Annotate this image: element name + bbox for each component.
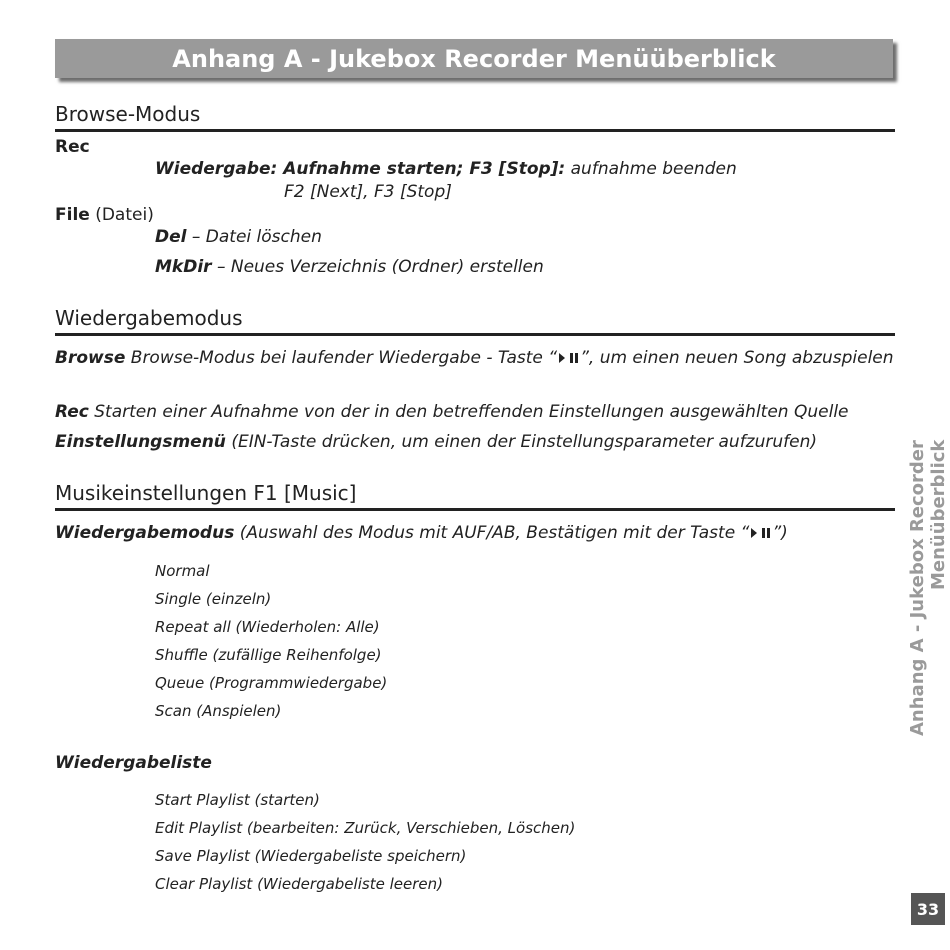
rec-description-bold: Wiedergabe: Aufnahme starten; F3 [Stop]: [155,159,566,179]
settings-paragraph [55,431,817,453]
del-item-bold: Del [155,227,187,247]
browse-paragraph-text-b: ”, um einen neuen Song abzuspielen [580,348,894,368]
mkdir-item-bold: MkDir [155,257,212,277]
rec-description [155,158,737,180]
playlist-option: Save Playlist (Wiedergabeliste speichern) [155,847,467,865]
mode-paragraph [55,522,788,544]
section-heading-music: Musikeinstellungen F1 [Music] [55,481,895,511]
mkdir-item-rest: – Neues Verzeichnis (Ordner) erstellen [211,257,544,277]
playlist-option: Clear Playlist (Wiedergabeliste leeren) [155,875,443,893]
mode-paragraph-bold: Wiedergabemodus [55,523,235,543]
file-label [55,204,154,226]
mode-paragraph-text-a: (Auswahl des Modus mit AUF/AB, Bestätigen mit der Taste “ [234,523,750,543]
settings-paragraph-bold: Einstellungsmenü [55,432,226,452]
side-chapter-label: Anhang A - Jukebox Recorder Menüüberblick [907,440,949,736]
mode-option: Shuffle (zufällige Reihenfolge) [155,646,382,664]
page-title-banner [55,39,893,78]
playlist-heading: Wiedergabeliste [55,753,212,773]
rec-description-line2: F2 [Next], F3 [Stop] [284,182,452,202]
rec-paragraph-bold: Rec [55,402,89,422]
del-item [155,226,322,248]
mode-option: Normal [155,562,210,580]
rec-paragraph-text: Starten einer Aufnahme von der in den betreffenden Einstellungen ausgewählten Quelle [88,402,849,422]
mkdir-item [155,256,544,278]
page-number: 33 [911,893,945,925]
settings-paragraph-text: (EIN-Taste drücken, um einen der Einstellungsparameter aufzurufen) [225,432,817,452]
play-pause-icon [751,528,770,538]
playlist-option: Start Playlist (starten) [155,791,320,809]
rec-paragraph [55,401,849,423]
rec-description-rest: aufnahme beenden [565,159,737,179]
mode-option: Queue (Programmwiedergabe) [155,674,388,692]
browse-paragraph-bold: Browse [55,348,126,368]
del-item-rest: – Datei löschen [186,227,322,247]
file-label-bold: File [55,205,90,225]
file-label-suffix: (Datei) [89,205,154,225]
page-title: Anhang A - Jukebox Recorder Menüüberblick [172,44,776,73]
mode-option: Single (einzeln) [155,590,272,608]
mode-option: Repeat all (Wiederholen: Alle) [155,618,380,636]
playlist-option: Edit Playlist (bearbeiten: Zurück, Verschieben, Löschen) [155,819,576,837]
rec-label: Rec [55,137,90,157]
browse-paragraph [55,347,895,370]
play-pause-icon [559,353,578,363]
mode-option: Scan (Anspielen) [155,702,282,720]
section-heading-browse: Browse-Modus [55,102,895,132]
section-heading-playback: Wiedergabemodus [55,306,895,336]
browse-paragraph-text-a: Browse-Modus bei laufender Wiedergabe - Taste “ [125,348,558,368]
mode-paragraph-text-b: ”) [772,523,788,543]
